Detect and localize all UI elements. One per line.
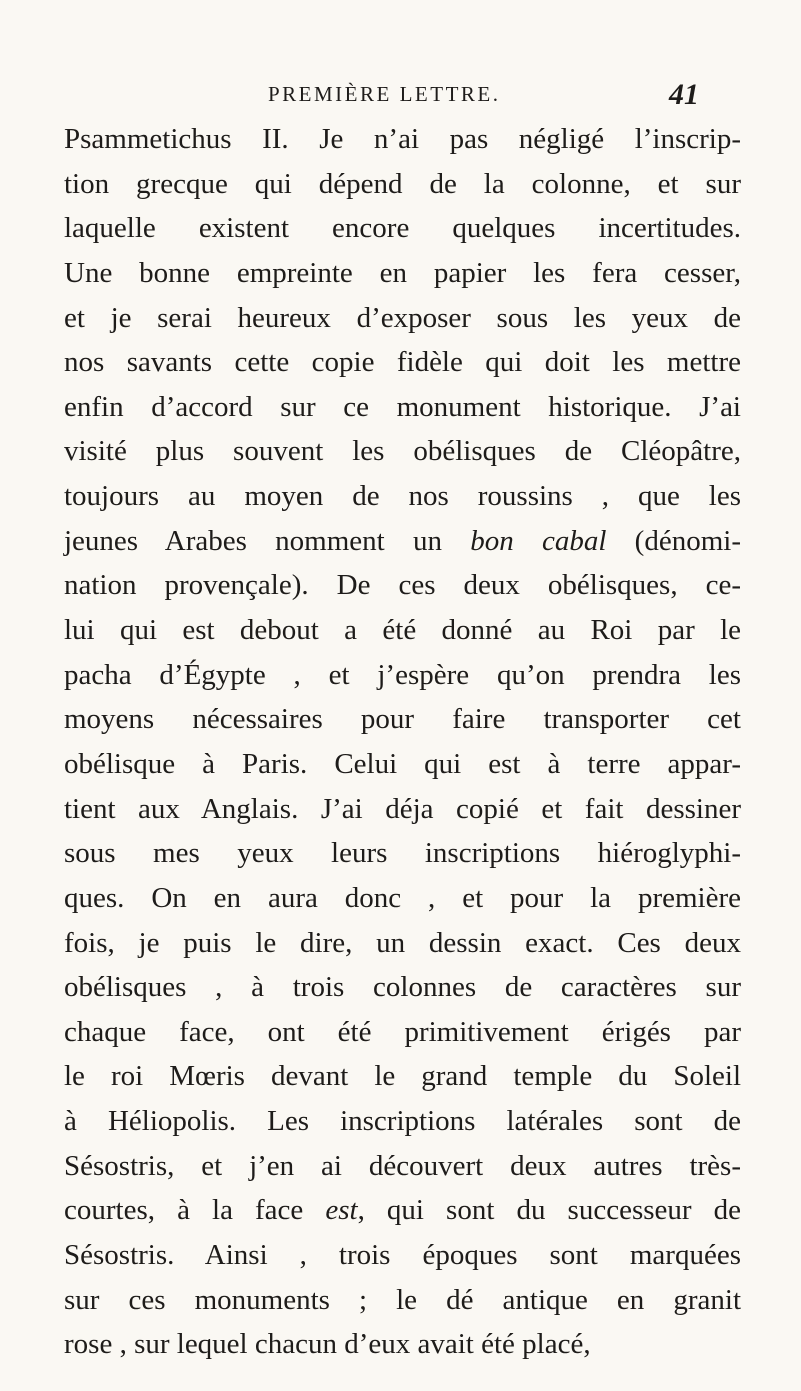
running-title: PREMIÈRE LETTRE. [268,82,501,106]
text-line [64,251,741,296]
text-run: nos savants cette copie fidèle qui doit les mettre [64,346,741,379]
text-line [64,742,741,787]
italic-text: est [325,1194,358,1227]
text-line [64,1144,741,1189]
text-line [64,1322,741,1367]
text-line [64,340,741,385]
text-run: jeunes Arabes nomment un [64,524,471,557]
text-run: courtes, à la face [64,1194,326,1227]
text-run: sous mes yeux leurs inscriptions hiéroglyphi- [64,837,741,870]
text-line [64,1278,741,1323]
text-line [64,474,741,519]
text-run: sur ces monuments ; le dé antique en granit [64,1283,741,1316]
italic-text: bon cabal [470,524,607,557]
text-line [64,1233,741,1278]
text-run: Psammetichus II. Je n’ai pas négligé l’inscrip- [64,123,741,155]
text-run: nation provençale). De ces deux obélisques, ce- [64,569,741,602]
text-line [64,608,741,653]
text-line [64,787,741,832]
text-line [64,1010,741,1055]
text-line [64,117,741,162]
text-line [64,831,741,876]
text-line [64,653,741,698]
text-line [64,519,741,564]
text-run: toujours au moyen de nos roussins , que les [64,480,741,513]
text-run: moyens nécessaires pour faire transporter cet [64,703,741,736]
text-line [64,1188,741,1233]
text-run: Sésostris. Ainsi , trois époques sont marquées [64,1239,741,1272]
text-run: et je serai heureux d’exposer sous les yeux de [64,301,741,334]
body-text [64,117,741,1367]
text-run: pacha d’Égypte , et j’espère qu’on prendra les [64,658,741,691]
text-run: Sésostris, et j’en ai découvert deux autres très- [64,1149,741,1182]
page-header [0,78,801,114]
text-line [64,296,741,341]
text-run: laquelle existent encore quelques incertitudes. [64,212,741,245]
text-run: rose , sur lequel chacun d’eux avait été placé, [64,1328,591,1361]
text-line [64,1099,741,1144]
text-line [64,385,741,430]
text-line [64,563,741,608]
text-line [64,876,741,921]
text-run: le roi Mœris devant le grand temple du Soleil [64,1060,741,1093]
text-run: obélisque à Paris. Celui qui est à terre appar- [64,747,741,780]
text-run: , qui sont du successeur de [357,1194,741,1227]
text-line [64,965,741,1010]
text-line [64,429,741,474]
page-number: 41 [669,78,699,111]
text-line [64,1054,741,1099]
text-run: enfin d’accord sur ce monument historique. J’ai [64,390,741,423]
text-line [64,162,741,207]
text-line [64,921,741,966]
text-run: ques. On en aura donc , et pour la première [64,881,741,914]
text-line [64,206,741,251]
text-run: lui qui est debout a été donné au Roi par le [64,614,741,647]
text-run: Une bonne empreinte en papier les fera cesser, [64,256,741,289]
text-run: tion grecque qui dépend de la colonne, et sur [64,167,741,200]
text-run: obélisques , à trois colonnes de caractères sur [64,971,741,1004]
text-run: (dénomi- [606,524,741,557]
text-run: tient aux Anglais. J’ai déja copié et fait dessiner [64,792,741,825]
text-line [64,697,741,742]
text-run: chaque face, ont été primitivement érigés par [64,1015,741,1048]
text-run: à Héliopolis. Les inscriptions latérales sont de [64,1105,741,1138]
text-run: fois, je puis le dire, un dessin exact. Ces deux [64,926,741,959]
text-run: visité plus souvent les obélisques de Cléopâtre, [64,435,741,468]
